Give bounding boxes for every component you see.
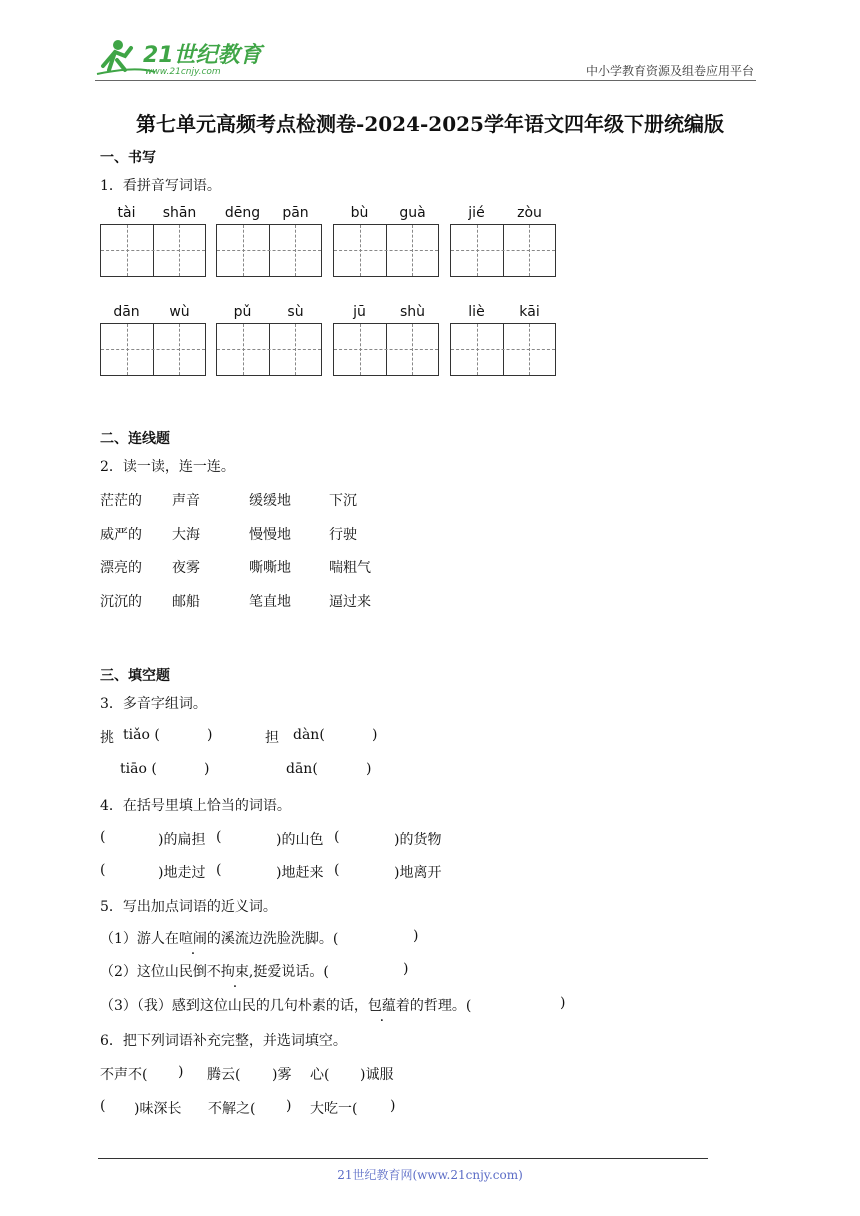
q6-part: (: [100, 1098, 106, 1114]
pinyin-label: jū: [353, 304, 366, 320]
q5-text: （1）游人在: [100, 931, 179, 947]
header-divider: [95, 80, 756, 81]
guide-line: [334, 250, 438, 251]
writing-box[interactable]: [216, 323, 322, 376]
match-word[interactable]: 邮船: [172, 594, 200, 610]
site-logo: [95, 36, 265, 80]
pinyin-label: guà: [399, 205, 426, 221]
guide-line: [101, 349, 205, 350]
writing-box[interactable]: [100, 323, 206, 376]
pinyin-label: bù: [350, 205, 369, 221]
q5-text: （2）这位山民倒不: [100, 964, 221, 980]
writing-box[interactable]: [450, 224, 556, 277]
pinyin-label: dēng: [224, 205, 261, 221]
q6-part: 大吃一(: [310, 1101, 358, 1117]
q4-open-paren: (: [334, 862, 340, 878]
q3-close-paren: ): [372, 727, 378, 743]
q4-open-paren: (: [216, 829, 222, 845]
q5-close-paren: ): [560, 995, 566, 1011]
match-word[interactable]: 缓缓地: [249, 493, 291, 509]
pinyin-label: pǔ: [233, 304, 252, 320]
q4-open-paren: (: [216, 862, 222, 878]
question-3: 3．多音字组词。: [100, 696, 207, 712]
q6-part: )味深长: [134, 1101, 182, 1117]
q5-text: （3）（我）感到这位山民的几句朴素的话，: [100, 998, 368, 1014]
pinyin-label: liè: [468, 304, 485, 320]
section-heading-matching: 二、连线题: [100, 431, 170, 447]
q5-text: 着的哲理。(: [395, 998, 472, 1014]
q4-item: )的山色: [276, 832, 324, 848]
match-word[interactable]: 笔直地: [249, 594, 291, 610]
q5-dotted-word: 喧闹: [178, 931, 207, 947]
writing-box[interactable]: [333, 224, 439, 277]
writing-box[interactable]: [333, 323, 439, 376]
match-word[interactable]: 下沉: [329, 493, 357, 509]
footer-link[interactable]: 21世纪教育网(www.21cnjy.com): [337, 1168, 523, 1182]
pinyin-label: dān: [113, 304, 140, 320]
match-word[interactable]: 喘粗气: [329, 560, 371, 576]
q6-part: )雾: [272, 1067, 292, 1083]
match-word[interactable]: 夜雾: [172, 560, 200, 576]
question-4: 4．在括号里填上恰当的词语。: [100, 798, 291, 814]
header-tagline: 中小学教育资源及组卷应用平台: [585, 64, 754, 78]
guide-line: [451, 250, 555, 251]
pinyin-label: shān: [162, 205, 197, 221]
q3-close-paren: ): [207, 727, 213, 743]
match-word[interactable]: 漂亮的: [100, 560, 142, 576]
q4-item: )的扁担: [158, 832, 206, 848]
section-heading-writing: 一、书写: [100, 150, 156, 166]
guide-line: [217, 250, 321, 251]
logo-text: 21世纪教育: [143, 43, 262, 68]
writing-box[interactable]: [216, 224, 322, 277]
q6-part: 心(: [310, 1067, 330, 1083]
match-word[interactable]: 威严的: [100, 527, 142, 543]
q5-item-1: [100, 928, 419, 948]
q6-part: ): [178, 1064, 184, 1080]
match-word[interactable]: 逼过来: [329, 594, 371, 610]
q6-part: 不解之(: [208, 1101, 256, 1117]
q6-part: 腾云(: [207, 1067, 241, 1083]
footer-divider: [98, 1158, 708, 1159]
match-word[interactable]: 声音: [172, 493, 200, 509]
q6-part: )诚服: [360, 1067, 394, 1083]
guide-line: [217, 349, 321, 350]
question-5: 5．写出加点词语的近义词。: [100, 899, 277, 915]
question-1: 1．看拼音写词语。: [100, 178, 221, 194]
guide-line: [451, 349, 555, 350]
q3-pinyin: tiǎo (: [123, 727, 160, 743]
q3-pinyin: dàn(: [293, 727, 325, 743]
match-word[interactable]: 慢慢地: [249, 527, 291, 543]
q6-part: ): [286, 1098, 292, 1114]
match-word[interactable]: 行驶: [329, 527, 357, 543]
q5-item-3: [100, 995, 566, 1015]
guide-line: [101, 250, 205, 251]
pinyin-label: pān: [282, 205, 309, 221]
q3-pinyin: tiāo (: [120, 761, 157, 777]
q3-pinyin: dān(: [286, 761, 318, 777]
q3-close-paren: ): [366, 761, 372, 777]
q4-open-paren: (: [334, 829, 340, 845]
section-heading-fill: 三、填空题: [100, 668, 170, 684]
q4-open-paren: (: [100, 862, 106, 878]
q6-part: ): [390, 1098, 396, 1114]
q4-item: )的货物: [394, 832, 442, 848]
logo-url: www.21cnjy.com: [145, 67, 221, 77]
q4-open-paren: (: [100, 829, 106, 845]
match-word[interactable]: 茫茫的: [100, 493, 142, 509]
pinyin-label: shù: [399, 304, 426, 320]
guide-line: [334, 349, 438, 350]
q5-close-paren: ): [403, 961, 409, 977]
pinyin-label: zòu: [517, 205, 542, 221]
q5-close-paren: ): [413, 928, 419, 944]
question-2: 2．读一读，连一连。: [100, 459, 235, 475]
match-word[interactable]: 沉沉的: [100, 594, 142, 610]
pinyin-label: sù: [287, 304, 304, 320]
q5-dotted-word: 包蕴: [367, 998, 396, 1014]
q5-dotted-word: 拘束: [220, 964, 249, 980]
q5-text: ,挺爱说话。(: [248, 964, 329, 980]
q4-item: )地赶来: [276, 865, 324, 881]
q5-text: 的溪流边洗脸洗脚。(: [206, 931, 339, 947]
match-word[interactable]: 大海: [172, 527, 200, 543]
question-6: 6．把下列词语补充完整，并选词填空。: [100, 1033, 347, 1049]
page-title: 第七单元高频考点检测卷-2024-2025学年语文四年级下册统编版: [136, 112, 724, 136]
pinyin-label: wù: [169, 304, 190, 320]
q4-item: )地走过: [158, 865, 206, 881]
match-word[interactable]: 嘶嘶地: [249, 560, 291, 576]
pinyin-label: tài: [117, 205, 136, 221]
q4-item: )地离开: [394, 865, 442, 881]
writing-box[interactable]: [100, 224, 206, 277]
q6-part: 不声不(: [100, 1067, 148, 1083]
q3-close-paren: ): [204, 761, 210, 777]
pinyin-label: jié: [468, 205, 485, 221]
q3-char: 担: [265, 730, 279, 746]
q5-item-2: [100, 961, 409, 981]
q3-char: 挑: [100, 730, 114, 746]
writing-box[interactable]: [450, 323, 556, 376]
pinyin-label: kāi: [519, 304, 540, 320]
